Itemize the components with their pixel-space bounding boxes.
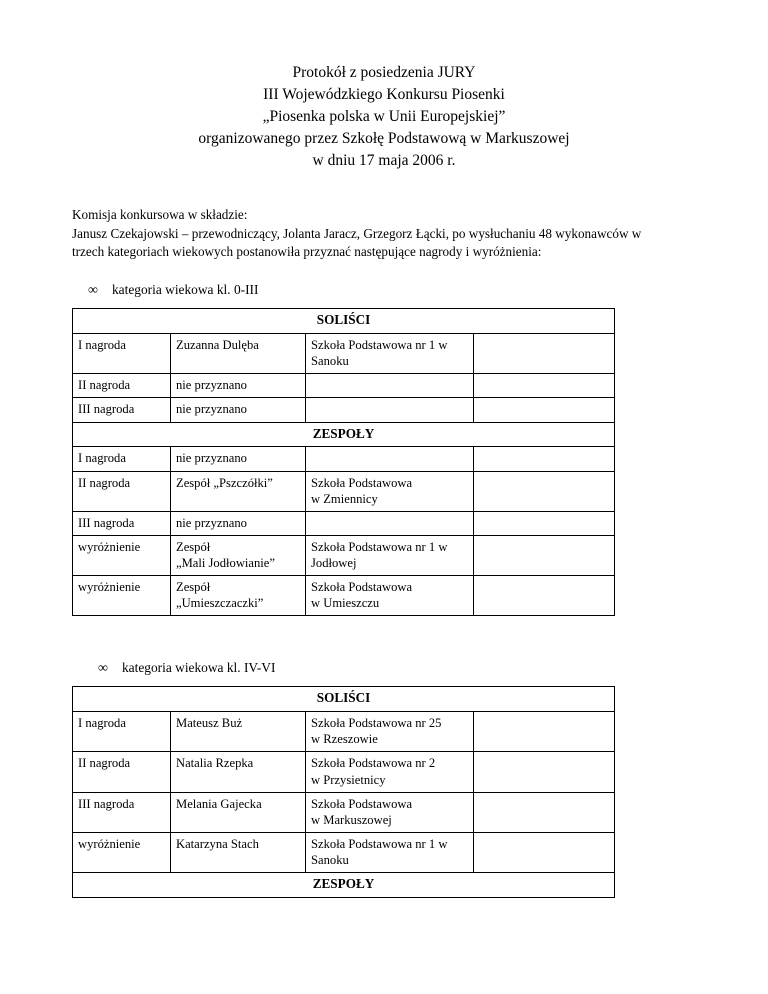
- name-cell: nie przyznano: [171, 398, 306, 422]
- school-cell: Szkoła Podstawowa nr 1 w Sanoku: [306, 334, 474, 374]
- school-cell: [306, 398, 474, 422]
- section-title: SOLIŚCI: [73, 687, 615, 712]
- title-line-4: organizowanego przez Szkołę Podstawową w Markuszowej: [198, 130, 570, 147]
- school-cell: Szkoła Podstawowa nr 25 w Rzeszowie: [306, 712, 474, 752]
- table-row: [73, 576, 615, 616]
- name-cell: Natalia Rzepka: [171, 752, 306, 792]
- jury-intro: [72, 206, 696, 262]
- section-title: SOLIŚCI: [73, 309, 615, 334]
- intro-line-2: Janusz Czekajowski – przewodniczący, Jolanta Jaracz, Grzegorz Łącki, po wysłuchaniu 48 wykonawców w: [72, 225, 642, 241]
- name-cell: Melania Gajecka: [171, 792, 306, 832]
- prize-cell: II nagroda: [73, 374, 171, 398]
- category-heading-1: [88, 282, 696, 299]
- name-cell: Zuzanna Dulęba: [171, 334, 306, 374]
- extra-cell: [474, 398, 615, 422]
- category-heading-1-label: kategoria wiekowa kl. 0-III: [111, 282, 259, 298]
- name-cell: nie przyznano: [171, 374, 306, 398]
- extra-cell: [474, 334, 615, 374]
- extra-cell: [474, 576, 615, 616]
- school-cell: Szkoła Podstawowa w Markuszowej: [306, 792, 474, 832]
- table-row: [73, 511, 615, 535]
- name-cell: Zespół „Umieszczaczki”: [171, 576, 306, 616]
- table-row: [73, 832, 615, 872]
- school-cell: [306, 374, 474, 398]
- document-title: [72, 62, 696, 172]
- school-cell: Szkoła Podstawowa w Zmiennicy: [306, 471, 474, 511]
- bullet-icon: ∞: [98, 661, 108, 677]
- category-heading-2: [98, 660, 696, 677]
- title-line-3: „Piosenka polska w Unii Europejskiej”: [262, 108, 506, 125]
- title-line-2: III Wojewódzkiego Konkursu Piosenki: [263, 86, 505, 103]
- table-row: [73, 398, 615, 422]
- prize-cell: III nagroda: [73, 511, 171, 535]
- title-line-1: Protokół z posiedzenia JURY: [292, 64, 476, 81]
- school-cell: Szkoła Podstawowa nr 1 w Jodłowej: [306, 535, 474, 575]
- prize-cell: I nagroda: [73, 447, 171, 471]
- prize-cell: III nagroda: [73, 792, 171, 832]
- table-row: [73, 374, 615, 398]
- table-row: [73, 447, 615, 471]
- prize-cell: I nagroda: [73, 712, 171, 752]
- section-header-row: [73, 309, 615, 334]
- results-table-category-1: [72, 308, 615, 616]
- section-header-row: [73, 422, 615, 447]
- table-row: [73, 535, 615, 575]
- intro-line-1: Komisja konkursowa w składzie:: [72, 207, 248, 222]
- table-row: [73, 334, 615, 374]
- prize-cell: wyróżnienie: [73, 576, 171, 616]
- name-cell: Zespół „Pszczółki”: [171, 471, 306, 511]
- section-title: ZESPOŁY: [73, 422, 615, 447]
- school-cell: Szkoła Podstawowa nr 1 w Sanoku: [306, 832, 474, 872]
- table-row: [73, 752, 615, 792]
- prize-cell: III nagroda: [73, 398, 171, 422]
- name-cell: nie przyznano: [171, 447, 306, 471]
- extra-cell: [474, 511, 615, 535]
- extra-cell: [474, 471, 615, 511]
- extra-cell: [474, 447, 615, 471]
- section-title: ZESPOŁY: [73, 873, 615, 898]
- table-row: [73, 792, 615, 832]
- name-cell: Zespół „Mali Jodłowianie”: [171, 535, 306, 575]
- section-header-row: [73, 687, 615, 712]
- school-cell: Szkoła Podstawowa nr 2 w Przysietnicy: [306, 752, 474, 792]
- name-cell: Mateusz Buż: [171, 712, 306, 752]
- school-cell: [306, 511, 474, 535]
- section-header-row: [73, 873, 615, 898]
- name-cell: Katarzyna Stach: [171, 832, 306, 872]
- intro-line-3: trzech kategoriach wiekowych postanowiła przyznać następujące nagrody i wyróżnienia:: [72, 244, 542, 260]
- prize-cell: wyróżnienie: [73, 535, 171, 575]
- name-cell: nie przyznano: [171, 511, 306, 535]
- extra-cell: [474, 792, 615, 832]
- extra-cell: [474, 712, 615, 752]
- prize-cell: II nagroda: [73, 471, 171, 511]
- school-cell: [306, 447, 474, 471]
- prize-cell: I nagroda: [73, 334, 171, 374]
- table-row: [73, 712, 615, 752]
- extra-cell: [474, 832, 615, 872]
- extra-cell: [474, 535, 615, 575]
- extra-cell: [474, 374, 615, 398]
- prize-cell: II nagroda: [73, 752, 171, 792]
- bullet-icon: ∞: [88, 283, 98, 299]
- table-row: [73, 471, 615, 511]
- extra-cell: [474, 752, 615, 792]
- school-cell: Szkoła Podstawowa w Umieszczu: [306, 576, 474, 616]
- results-table-category-2: [72, 686, 615, 898]
- category-heading-2-label: kategoria wiekowa kl. IV-VI: [121, 660, 276, 676]
- title-line-5: w dniu 17 maja 2006 r.: [312, 152, 456, 169]
- prize-cell: wyróżnienie: [73, 832, 171, 872]
